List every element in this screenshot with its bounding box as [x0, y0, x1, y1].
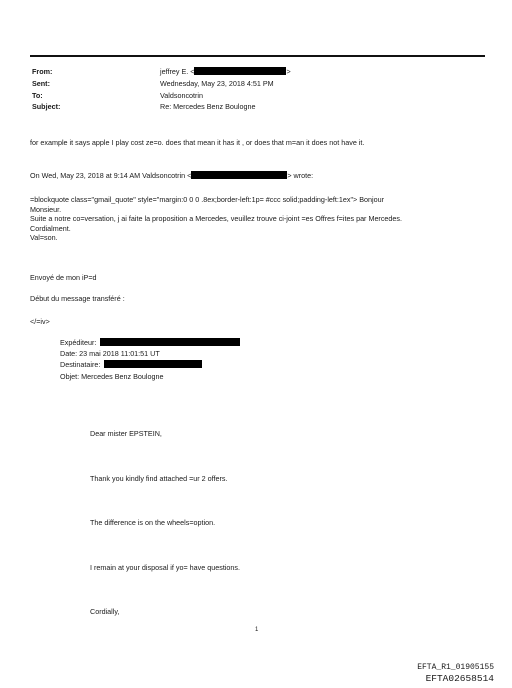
subject-label: Subject:	[32, 102, 61, 111]
header-rule	[30, 55, 485, 57]
letter-greeting: Dear mister EPSTEIN,	[90, 429, 162, 438]
forwarded-sender	[60, 338, 240, 347]
reply-line: for example it says apple I play cost ze=o. does that mean it has it , or does that m=an it does not have it.	[30, 138, 365, 147]
quote-intro-start: On Wed, May 23, 2018 at 9:14 AM Valdsoncotrin <	[30, 171, 192, 180]
forwarded-recipient	[60, 360, 202, 369]
from-label: From:	[32, 67, 53, 76]
footer-ref-2: EFTA02658514	[425, 673, 494, 684]
redaction-box	[194, 67, 286, 75]
letter-line: I remain at your disposal if yo= have questions.	[90, 563, 241, 572]
blockquote-line: Cordialment.	[30, 223, 71, 233]
forwarded-subject: Objet: Mercedes Benz Boulogne	[60, 372, 164, 381]
sent-label: Sent:	[32, 79, 50, 88]
letter-line: The difference is on the wheels=option.	[90, 518, 216, 527]
subject-value: Re: Mercedes Benz Boulogne	[160, 102, 256, 111]
page-number: 1	[255, 627, 259, 633]
forwarded-start: Début du message transféré :	[30, 294, 125, 303]
redaction-box	[191, 171, 287, 179]
sent-value: Wednesday, May 23, 2018 4:51 PM	[160, 79, 274, 88]
blockquote-line: Val=son.	[30, 233, 58, 242]
sent-from-device: Envoyé de mon iP=d	[30, 273, 97, 282]
to-value: Valdsoncotrin	[160, 91, 204, 100]
quote-intro	[30, 171, 313, 180]
letter-closing: Cordially,	[90, 607, 120, 616]
blockquote-line: Monsieur.	[30, 204, 62, 214]
redaction-box	[104, 360, 202, 368]
forwarded-date: Date: 23 mai 2018 11:01:51 UT	[60, 349, 160, 358]
to-label: To:	[32, 91, 43, 100]
from-value	[160, 67, 291, 76]
quote-intro-end: > wrote:	[287, 171, 314, 180]
from-name: jeffrey E. <	[160, 67, 195, 76]
letter-line: Thank you kindly find attached =ur 2 offers.	[90, 474, 228, 483]
redaction-box	[100, 338, 240, 346]
div-close-tag: </=iv>	[30, 317, 50, 326]
expediteur-label: Expéditeur:	[60, 338, 97, 347]
blockquote-line: Suite a notre co=versation, j ai faite la proposition a Mercedes, veuillez trouve ci-joint =es Offres f=ites par Mercedes.	[30, 214, 403, 223]
destinataire-label: Destinataire:	[60, 360, 101, 369]
from-close: >	[286, 67, 291, 76]
footer-ref-1: EFTA_R1_01905155	[417, 663, 494, 672]
blockquote-line: =blockquote class="gmail_quote" style="margin:0 0 0 .8ex;border-left:1p= #ccc solid;padding-left:1ex"> Bonjour	[30, 195, 385, 204]
blockquote-text	[30, 195, 480, 243]
